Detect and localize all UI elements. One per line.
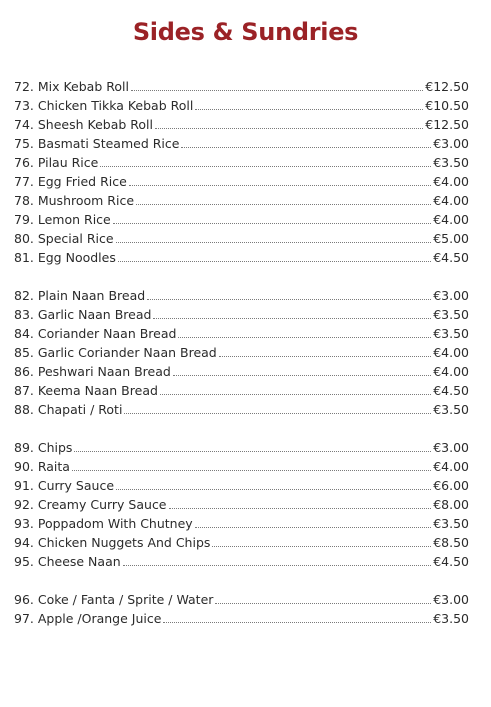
menu-item-price: €3.00 — [433, 136, 469, 151]
menu-item-price: €4.00 — [433, 174, 469, 189]
dot-leader — [100, 166, 431, 167]
menu-item — [14, 115, 469, 134]
menu-item — [14, 533, 469, 552]
menu-item-price: €3.00 — [433, 288, 469, 303]
menu-item-price: €4.50 — [433, 250, 469, 265]
menu-item-name: 91. Curry Sauce — [14, 478, 115, 493]
dot-leader — [160, 394, 431, 395]
menu-item-name: 79. Lemon Rice — [14, 212, 111, 227]
menu-item-name: 72. Mix Kebab Roll — [14, 79, 129, 94]
dot-leader — [136, 204, 431, 205]
menu-item — [14, 305, 469, 324]
menu-item — [14, 172, 469, 191]
dot-leader — [116, 242, 432, 243]
menu-item-name: 83. Garlic Naan Bread — [14, 307, 152, 322]
menu-item-price: €8.50 — [433, 535, 469, 550]
menu-item-price: €3.50 — [433, 155, 469, 170]
dot-leader — [215, 603, 431, 604]
menu-item-price: €3.50 — [433, 326, 469, 341]
menu-section — [14, 590, 469, 628]
menu-item — [14, 590, 469, 609]
menu-item-price: €3.00 — [433, 592, 469, 607]
dot-leader — [147, 299, 431, 300]
menu-item-price: €4.00 — [433, 364, 469, 379]
menu-item-name: 86. Peshwari Naan Bread — [14, 364, 171, 379]
menu-item-price: €6.00 — [433, 478, 469, 493]
dot-leader — [72, 470, 431, 471]
menu-item-price: €4.00 — [433, 193, 469, 208]
menu-item-name: 87. Keema Naan Bread — [14, 383, 158, 398]
menu-item-price: €4.00 — [433, 345, 469, 360]
menu-item-name: 95. Cheese Naan — [14, 554, 121, 569]
dot-leader — [116, 489, 431, 490]
menu-item — [14, 552, 469, 571]
dot-leader — [129, 185, 431, 186]
menu-item-price: €3.50 — [433, 516, 469, 531]
menu-item-name: 80. Special Rice — [14, 231, 114, 246]
dot-leader — [155, 128, 423, 129]
menu-item — [14, 609, 469, 628]
menu-item — [14, 286, 469, 305]
menu-item-price: €5.00 — [433, 231, 469, 246]
menu-item-name: 94. Chicken Nuggets And Chips — [14, 535, 211, 550]
menu-item-name: 97. Apple /Orange Juice — [14, 611, 162, 626]
dot-leader — [181, 147, 431, 148]
dot-leader — [173, 375, 431, 376]
menu-item — [14, 96, 469, 115]
menu-item — [14, 343, 469, 362]
menu-item-price: €3.50 — [433, 307, 469, 322]
menu-item-name: 85. Garlic Coriander Naan Bread — [14, 345, 217, 360]
dot-leader — [219, 356, 431, 357]
menu-item — [14, 191, 469, 210]
menu-item — [14, 381, 469, 400]
menu-item — [14, 248, 469, 267]
menu-item-price: €3.00 — [433, 440, 469, 455]
menu-item-name: 75. Basmati Steamed Rice — [14, 136, 180, 151]
dot-leader — [118, 261, 431, 262]
menu-item-price: €3.50 — [433, 402, 469, 417]
dot-leader — [212, 546, 431, 547]
menu-item-name: 92. Creamy Curry Sauce — [14, 497, 167, 512]
menu-item-name: 84. Coriander Naan Bread — [14, 326, 177, 341]
menu-item-name: 89. Chips — [14, 440, 73, 455]
menu-item-name: 88. Chapati / Roti — [14, 402, 123, 417]
dot-leader — [195, 527, 432, 528]
menu-item-name: 76. Pilau Rice — [14, 155, 99, 170]
menu-list — [14, 77, 469, 628]
menu-item-name: 73. Chicken Tikka Kebab Roll — [14, 98, 194, 113]
menu-item-price: €3.50 — [433, 611, 469, 626]
menu-item-price: €4.50 — [433, 554, 469, 569]
menu-item-name: 78. Mushroom Rice — [14, 193, 135, 208]
menu-item-price: €8.00 — [433, 497, 469, 512]
dot-leader — [163, 622, 431, 623]
dot-leader — [195, 109, 423, 110]
menu-item-name: 96. Coke / Fanta / Sprite / Water — [14, 592, 214, 607]
dot-leader — [153, 318, 431, 319]
menu-item-price: €12.50 — [425, 117, 469, 132]
dot-leader — [131, 90, 423, 91]
menu-item-price: €4.00 — [433, 459, 469, 474]
menu-item — [14, 153, 469, 172]
menu-item-name: 81. Egg Noodles — [14, 250, 116, 265]
dot-leader — [123, 565, 432, 566]
menu-item-name: 82. Plain Naan Bread — [14, 288, 146, 303]
menu-section — [14, 77, 469, 267]
menu-item — [14, 324, 469, 343]
dot-leader — [113, 223, 431, 224]
dot-leader — [169, 508, 432, 509]
menu-item — [14, 77, 469, 96]
page-title: Sides & Sundries — [132, 18, 359, 46]
menu-item-price: €12.50 — [425, 79, 469, 94]
menu-item — [14, 438, 469, 457]
menu-section — [14, 438, 469, 571]
menu-item-name: 74. Sheesh Kebab Roll — [14, 117, 153, 132]
menu-item — [14, 210, 469, 229]
dot-leader — [74, 451, 431, 452]
menu-item — [14, 476, 469, 495]
menu-item-name: 93. Poppadom With Chutney — [14, 516, 193, 531]
dot-leader — [124, 413, 431, 414]
menu-item — [14, 229, 469, 248]
menu-item — [14, 134, 469, 153]
menu-item — [14, 457, 469, 476]
menu-item-name: 77. Egg Fried Rice — [14, 174, 127, 189]
menu-section — [14, 286, 469, 419]
menu-item — [14, 514, 469, 533]
menu-item — [14, 495, 469, 514]
menu-item-name: 90. Raita — [14, 459, 70, 474]
dot-leader — [178, 337, 431, 338]
menu-item-price: €4.00 — [433, 212, 469, 227]
menu-item-price: €10.50 — [425, 98, 469, 113]
menu-item — [14, 400, 469, 419]
menu-item — [14, 362, 469, 381]
menu-item-price: €4.50 — [433, 383, 469, 398]
